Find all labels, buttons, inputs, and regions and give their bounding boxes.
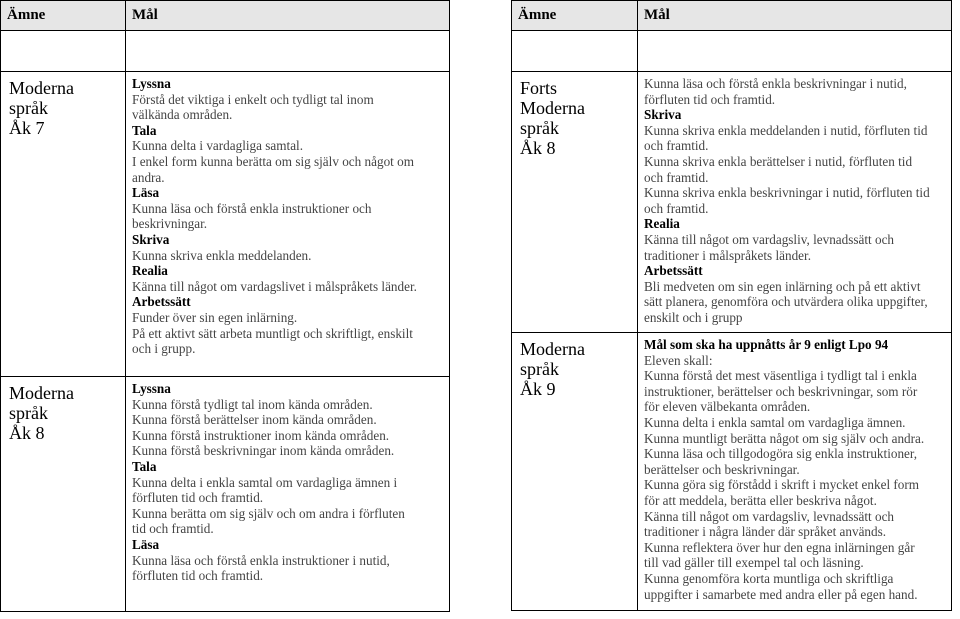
goal-line: Kunna genomföra korta muntliga och skriftliga xyxy=(644,570,894,586)
goal-line: Kunna läsa och förstå enkla instruktioner och xyxy=(132,200,372,216)
section-heading: Lyssna xyxy=(132,76,171,91)
goal-line: beskrivningar. xyxy=(132,216,208,232)
section-heading: Realia xyxy=(644,216,680,232)
goal-line: berättelser och beskrivningar. xyxy=(644,461,800,477)
goal-line: Kunna delta i vardagliga samtal. xyxy=(132,138,304,154)
goal-line: Kunna förstå det mest väsentliga i tydligt tal i enkla xyxy=(644,368,917,384)
subject-name: Moderna xyxy=(9,383,74,403)
goal-line: Kunna förstå instruktioner inom kända områden. xyxy=(132,427,390,443)
section-heading: Tala xyxy=(132,122,157,138)
subject-name: Forts xyxy=(520,78,558,98)
goal-line: Kunna skriva enkla berättelser i nutid, förfluten tid xyxy=(644,153,913,169)
section-heading: Läsa xyxy=(132,536,160,552)
goal-line: Kunna läsa och tillgodogöra sig enkla instruktioner, xyxy=(644,446,918,462)
goal-line: Kunna förstå berättelser inom kända områden. xyxy=(132,412,377,428)
goal-line: Kunna muntligt berätta något om sig själv och andra. xyxy=(644,430,925,446)
right-goals-table xyxy=(511,0,952,611)
goals-cell-ak7 xyxy=(126,72,450,377)
section-heading: Skriva xyxy=(132,231,170,247)
goal-line: Kunna delta i enkla samtal om vardagliga ämnen i xyxy=(132,474,398,490)
goal-line: tid och framtid. xyxy=(132,521,214,537)
goal-line: instruktioner, berättelser och beskrivningar, som rör xyxy=(644,383,918,399)
year-cell-forts-ak8 xyxy=(512,72,638,333)
subject-name: Moderna xyxy=(9,78,74,98)
goal-header: Mål xyxy=(638,1,952,31)
goal-line: enskilt och i grupp xyxy=(644,309,743,325)
subject-name: språk xyxy=(9,98,48,118)
goal-line: för eleven välbekanta områden. xyxy=(644,399,811,415)
goals-cell-forts-ak8 xyxy=(638,72,952,333)
subject-name: språk xyxy=(520,359,559,379)
subject-name: Moderna xyxy=(520,339,585,359)
goal-line: Kunna delta i enkla samtal om vardagliga ämnen. xyxy=(644,414,906,430)
goal-line: Funder över sin egen inlärning. xyxy=(132,309,298,325)
goal-line: andra. xyxy=(132,169,165,185)
left-goals-table xyxy=(0,0,450,612)
subject-header: Ämne xyxy=(1,1,126,31)
goal-line: Kunna reflektera över hur den egna inlärningen går xyxy=(644,539,915,555)
goal-line: Känna till något om vardagsliv, levnadssätt och xyxy=(644,231,895,247)
goal-line: Bli medveten om sin egen inlärning och på ett aktivt xyxy=(644,278,921,294)
goal-header: Mål xyxy=(126,1,450,31)
goal-line: och framtid. xyxy=(644,138,709,154)
goal-line: Kunna förstå beskrivningar inom kända områden. xyxy=(132,443,395,459)
goal-line: På ett aktivt sätt arbeta muntligt och skriftligt, enskilt xyxy=(132,325,413,341)
goal-line: Kunna förstå tydligt tal inom kända områden. xyxy=(132,396,373,412)
goal-line: sätt planera, genomföra och utvärdera olika uppgifter, xyxy=(644,294,928,310)
goal-line: Kunna berätta om sig själv och om andra i förfluten xyxy=(132,505,405,521)
section-heading: Skriva xyxy=(644,107,682,123)
goal-line: Kunna läsa och förstå enkla beskrivningar i nutid, xyxy=(644,76,907,91)
section-heading: Arbetssätt xyxy=(644,263,703,279)
goal-line: Kunna skriva enkla meddelanden. xyxy=(132,247,312,263)
year-cell-ak9 xyxy=(512,333,638,611)
goal-line: förfluten tid och framtid. xyxy=(132,568,264,584)
goal-line: Kunna skriva enkla meddelanden i nutid, förfluten tid xyxy=(644,122,928,138)
goal-line: förfluten tid och framtid. xyxy=(644,91,776,107)
goal-line: uppgifter i samarbete med andra eller på egen hand. xyxy=(644,586,918,602)
goal-line: Kunna läsa och förstå enkla instruktioner i nutid, xyxy=(132,552,390,568)
section-heading: Arbetssätt xyxy=(132,294,191,310)
year-cell-ak7 xyxy=(1,72,126,377)
goal-line: Förstå det viktiga i enkelt och tydligt tal inom xyxy=(132,91,374,107)
goal-line: till vad gäller till exempel tal och läsning. xyxy=(644,555,864,571)
goals-cell-ak9 xyxy=(638,333,952,611)
goal-line: förfluten tid och framtid. xyxy=(132,490,264,506)
section-heading: Läsa xyxy=(132,185,160,201)
goal-line: traditioner i målspråkets länder. xyxy=(644,247,811,263)
goals-cell-ak8 xyxy=(126,377,450,612)
subject-header: Ämne xyxy=(512,1,638,31)
year-label: Åk 8 xyxy=(9,423,45,443)
goal-line: Eleven skall: xyxy=(644,352,713,368)
subject-name: språk xyxy=(520,118,559,138)
goal-line: för att meddela, berätta eller beskriva något. xyxy=(644,492,877,508)
year-label: Åk 7 xyxy=(9,118,45,138)
goal-line: Kunna göra sig förstådd i skrift i mycket enkel form xyxy=(644,477,920,493)
year-label: Åk 8 xyxy=(520,138,556,158)
goal-line: och i grupp. xyxy=(132,341,196,357)
goal-line: och framtid. xyxy=(644,200,709,216)
section-heading: Lyssna xyxy=(132,381,171,396)
goal-line: Känna till något om vardagsliv, levnadssätt och xyxy=(644,508,895,524)
subject-name: språk xyxy=(9,403,48,423)
goal-line: välkända områden. xyxy=(132,107,233,123)
goal-line: traditioner i några länder där språket används. xyxy=(644,524,887,540)
goal-line: och framtid. xyxy=(644,169,709,185)
goal-line: Kunna skriva enkla beskrivningar i nutid, förfluten tid xyxy=(644,185,930,201)
section-heading: Tala xyxy=(132,458,157,474)
goal-line: Känna till något om vardagslivet i målspråkets länder. xyxy=(132,278,417,294)
year-label: Åk 9 xyxy=(520,379,556,399)
subject-name: Moderna xyxy=(520,98,585,118)
goal-heading: Mål som ska ha uppnåtts år 9 enligt Lpo 94 xyxy=(644,337,889,352)
year-cell-ak8 xyxy=(1,377,126,612)
section-heading: Realia xyxy=(132,263,168,279)
goal-line: I enkel form kunna berätta om sig själv och något om xyxy=(132,153,414,169)
